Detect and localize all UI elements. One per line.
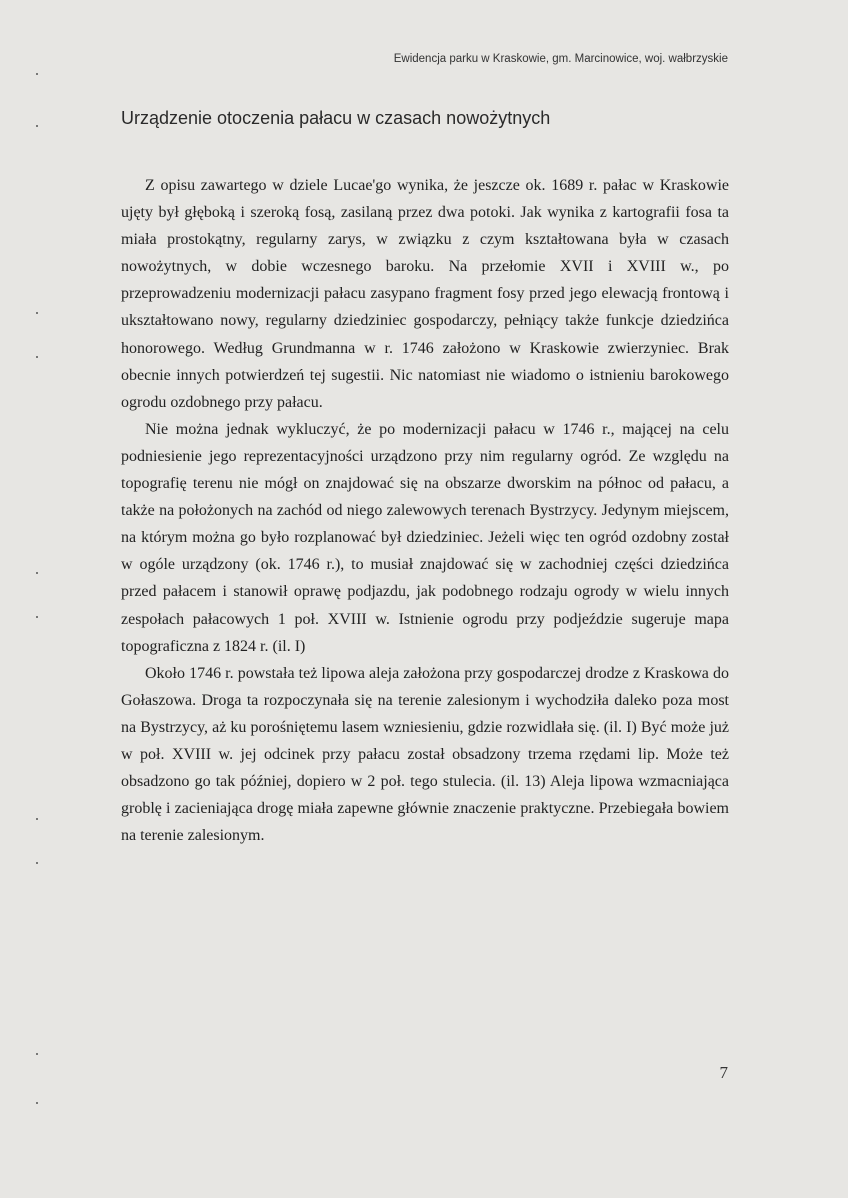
body-text: [121, 172, 729, 849]
scan-speck: [36, 1102, 38, 1104]
paragraph-3: Około 1746 r. powstała też lipowa aleja założona przy gospodarczej drodze z Kraskowa do Gołaszowa. Droga ta rozpoczynała się na terenie zalesionym i wychodziła daleko poza most na Bystrzycy, aż ku porośniętemu lasem wzniesieniu, gdzie rozwidlała się. (il. I) Być może już w poł. XVIII w. jej odcinek przy pałacu został obsadzony trzema rzędami lip. Może też obsadzono go tak później, dopiero w 2 poł. tego stulecia. (il. 13) Aleja lipowa wzmacniająca groblę i zacieniająca drogę miała zapewne głównie znaczenie praktyczne. Przebiegała bowiem na terenie zalesionym.: [121, 664, 729, 845]
scan-speck: [36, 572, 38, 574]
page-number: 7: [719, 1063, 728, 1082]
scan-speck: [36, 862, 38, 864]
running-header: Ewidencja parku w Kraskowie, gm. Marcinowice, woj. wałbrzyskie: [393, 53, 728, 65]
paragraph-1: Z opisu zawartego w dziele Lucae'go wynika, że jeszcze ok. 1689 r. pałac w Kraskowie ujęty był głęboką i szeroką fosą, zasilaną przez dwa potoki. Jak wynika z kartografii fosa ta miała prostokątny, regularny zarys, w związku z czym kształtowana była w czasach nowożytnych, w dobie wczesnego baroku. Na przełomie XVII i XVIII w., po przeprowadzeniu modernizacji pałacu zasypano fragment fosy przed jego elewacją frontową i ukształtowano nowy, regularny dziedziniec gospodarczy, pełniący także funkcje dziedzińca honorowego. Według Grundmanna w r. 1746 założono w Kraskowie zwierzyniec. Brak obecnie innych potwierdzeń tej sugestii. Nic natomiast nie wiadomo o istnieniu barokowego ogrodu ozdobnego przy pałacu.: [121, 177, 729, 411]
scan-speck: [36, 73, 38, 75]
section-heading: Urządzenie otoczenia pałacu w czasach nowożytnych: [121, 108, 551, 128]
scan-speck: [36, 616, 38, 618]
scan-speck: [36, 125, 38, 127]
scan-speck: [36, 312, 38, 314]
paragraph-2: Nie można jednak wykluczyć, że po modernizacji pałacu w 1746 r., mającej na celu podniesienie jego reprezentacyjności urządzono przy nim regularny ogród. Ze względu na topografię terenu nie mógł on znajdować się na obszarze dworskim na północ od pałacu, a także na położonych na zachód od niego zalewowych terenach Bystrzycy. Jedynym miejscem, na którym można go było rozplanować był dziedziniec. Jeżeli więc ten ogród ozdobny został w ogóle urządzony (ok. 1746 r.), to musiał znajdować się w zachodniej części dziedzińca przed pałacem i stanowił oprawę podjazdu, jak podobnego rodzaju ogrody w wielu innych zespołach pałacowych 1 poł. XVIII w. Istnienie ogrodu przy podjeździe sugeruje mapa topograficzna z 1824 r. (il. I): [121, 420, 729, 655]
scan-speck: [36, 356, 38, 358]
scan-speck: [36, 818, 38, 820]
scan-speck: [36, 1053, 38, 1055]
